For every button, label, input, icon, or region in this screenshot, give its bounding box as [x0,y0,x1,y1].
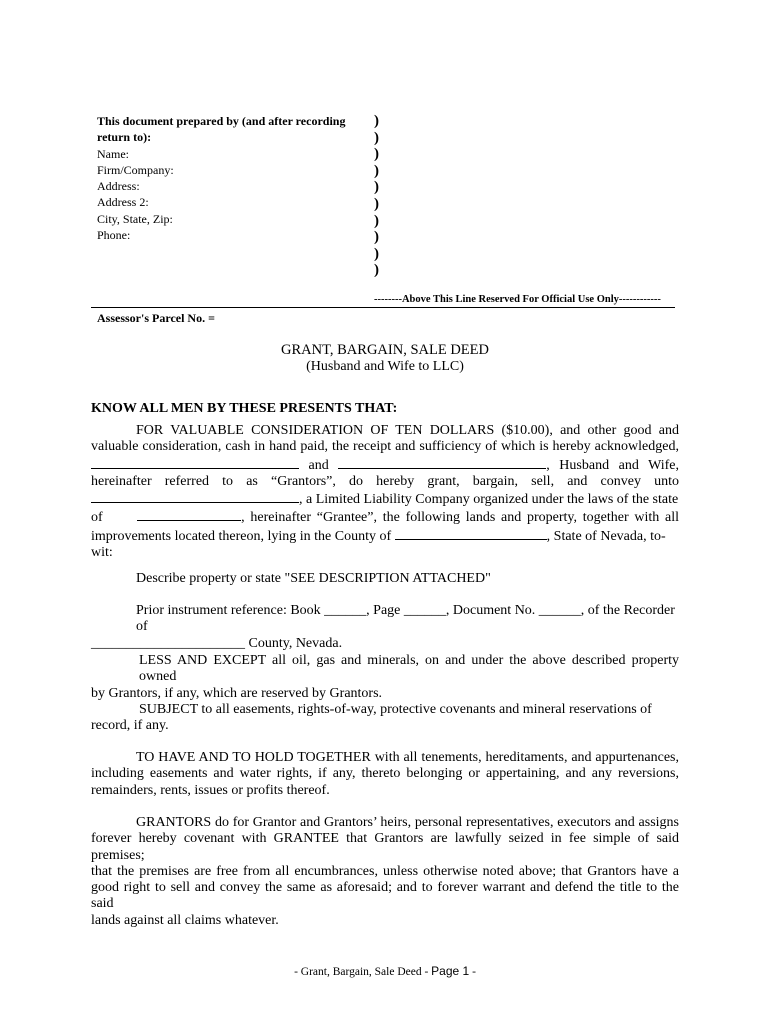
footer-text: - Grant, Bargain, Sale Deed - [294,966,432,978]
and-word: and [308,457,329,473]
know-all-men-heading: KNOW ALL MEN BY THESE PRESENTS THAT: [91,401,398,416]
paren-column [374,113,379,279]
consideration-line: wit: [91,545,113,561]
less-line: LESS AND EXCEPT all oil, gas and minerals, on and under the above described property owned [139,653,679,685]
paren: ) [374,129,379,146]
state-blank[interactable] [137,508,241,521]
assessor-parcel: Assessor's Parcel No. = [97,311,215,325]
field-firm: Firm/Company: [97,162,174,177]
county-text: improvements located thereon, lying in the County of [91,528,392,544]
consideration-line [91,456,679,474]
county-blank[interactable] [395,527,547,540]
deed-subtitle: (Husband and Wife to LLC) [306,359,464,374]
field-address2: Address 2: [97,195,149,210]
official-use-line: --------Above This Line Reserved For Official Use Only------------ [374,294,661,305]
consideration-paragraph [91,423,679,561]
paren: ) [374,195,379,212]
covenant-line: GRANTORS do for Grantor and Grantors’ heirs, personal representatives, executors and assigns [136,815,679,830]
paren: ) [374,212,379,229]
paren: ) [374,262,379,279]
llc-text: , a Limited Liability Company organized under the laws of the state [299,492,679,508]
habendum-paragraph [91,750,679,799]
habendum-line: TO HAVE AND TO HOLD TOGETHER with all tenements, hereditaments, and appurtenances, [136,750,679,765]
paren: ) [374,245,379,262]
footer-dash: - [469,966,476,978]
consideration-line: FOR VALUABLE CONSIDERATION OF TEN DOLLARS ($10.00), and other good and [136,423,679,438]
deed-title: GRANT, BARGAIN, SALE DEED [281,342,489,358]
prepared-by-line2: return to): [97,130,152,145]
habendum-line: remainders, rents, issues or profits thereof. [91,782,330,798]
covenant-paragraph [91,815,679,929]
subject-line: SUBJECT to all easements, rights-of-way, protective covenants and mineral reservations of [139,702,652,717]
paren: ) [374,229,379,246]
paren: ) [374,162,379,179]
covenant-line: lands against all claims whatever. [91,912,279,928]
paren: ) [374,179,379,196]
consideration-line [91,527,679,545]
prepared-by-line1: This document prepared by (and after recording [97,114,346,128]
covenant-line: forever hereby covenant with GRANTEE that Grantors are lawfully seized in fee simple of said premises; [91,831,679,863]
consideration-line: hereinafter referred to as “Grantors”, do hereby grant, bargain, sell, and convey unto [91,473,679,489]
nevada-text: , State of Nevada, to- [546,528,666,544]
grantee-text: , hereinafter “Grantee”, the following lands and property, together with all [241,510,680,526]
husband-wife-text: , Husband and Wife, [546,457,680,473]
describe-property: Describe property or state "SEE DESCRIPTION ATTACHED" [136,571,491,586]
of-word: of [91,510,103,526]
covenant-line: that the premises are free from all encumbrances, unless otherwise noted above; that Grantors have a [91,863,679,879]
less-and-except-paragraph [91,653,679,702]
prepared-by-block [97,113,372,243]
field-city-state-zip: City, State, Zip: [97,211,173,226]
prior-line: ______________________ County, Nevada. [91,635,343,651]
page-number: Page 1 [431,964,470,978]
horizontal-rule [91,307,675,308]
grantee-blank[interactable] [91,490,299,503]
paren: ) [374,146,379,163]
prior-instrument-paragraph [91,603,679,652]
field-phone: Phone: [97,228,131,243]
consideration-line: valuable consideration, cash in hand paid, the receipt and sufficiency of which is hereby acknowledged, [91,439,679,455]
subject-line: record, if any. [91,718,169,734]
page-footer [91,964,679,978]
covenant-line: good right to sell and convey the same as aforesaid; and to forever warrant and defend the title to the said [91,880,679,912]
grantor1-blank[interactable] [91,456,299,469]
prior-line: Prior instrument reference: Book ______, Page ______, Document No. ______, of the Recorder of [136,603,675,635]
habendum-line: including easements and water rights, if any, thereto belonging or appertaining, and any reversions, [91,766,679,782]
subject-to-paragraph [91,702,679,735]
field-address: Address: [97,179,140,194]
grantor2-blank[interactable] [338,456,546,469]
consideration-line [91,508,679,526]
less-line: by Grantors, if any, which are reserved by Grantors. [91,685,383,701]
field-name: Name: [97,146,129,161]
consideration-line [91,490,679,508]
paren: ) [374,113,379,129]
